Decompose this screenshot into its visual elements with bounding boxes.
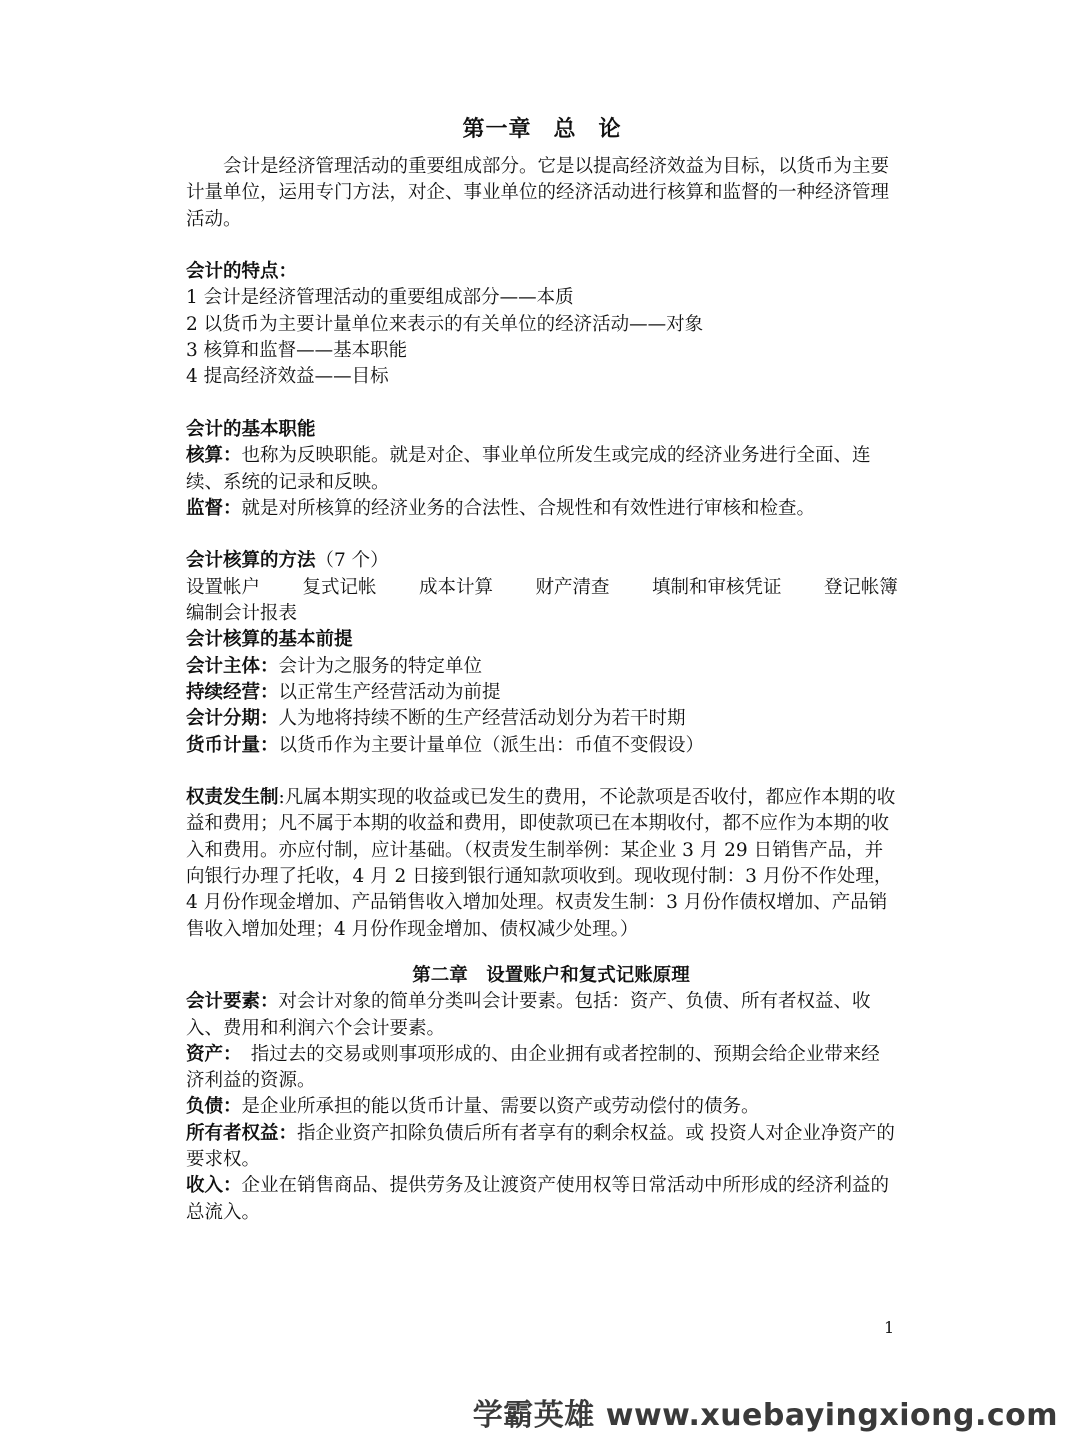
accounting-text: 也称为反映职能。就是对企、事业单位所发生或完成的经济业务进行全面、连续、系统的记录和反映。: [186, 445, 871, 493]
accrual-text: :凡属本期实现的收益或已发生的费用，不论款项是否收付，都应作本期的收益和费用；凡不属于本期的收益和费用，即使款项已在本期收付，都不应作为本期的收入和费用。亦应付制，应计基础。（权责发生制举例：某企业 3 月 29 日销售产品，并向银行办理了托收，4 月 2 日接到银行通知款项收到。现收现付制：3 月份不作处理，4 月份作现金增加、产品销售收入增加处理。权责发生制：3 月份作债权增加、产品销售收入增加处理；4 月份作现金增加、债权减少处理。）: [186, 787, 896, 940]
site-watermark: 学霸英雄 www.xuebayingxiong.com: [472, 1398, 1058, 1433]
chapter1-title-word1: 总: [553, 116, 577, 142]
chapter2-title: 第二章 设置账户和复式记账原理: [412, 964, 690, 986]
document-page: [186, 114, 898, 1226]
premise-text: 以货币作为主要计量单位（派生出：币值不变假设）: [278, 734, 705, 756]
page-number: 1: [884, 1318, 895, 1337]
methods-heading-line: [186, 548, 898, 574]
method-item: 登记帐簿: [823, 576, 898, 598]
element-text: 是企业所承担的能以货币计量、需要以资产或劳动偿付的债务。: [241, 1096, 760, 1118]
functions-heading: 会计的基本职能: [186, 418, 316, 440]
premise-label: 货币计量：: [186, 734, 279, 756]
feature-item: 2 以货币为主要计量单位来表示的有关单位的经济活动——对象: [186, 313, 704, 335]
element-text: 指过去的交易或则事项形成的、由企业拥有或者控制的、预期会给企业带来经济利益的资源。: [186, 1043, 880, 1092]
method-item: 成本计算: [418, 576, 493, 598]
method-item: 复式记帐: [302, 576, 377, 598]
element-label: 会计要素：: [186, 991, 279, 1013]
element-entry: [186, 989, 898, 1042]
accrual-label: 权责发生制: [186, 787, 279, 809]
method-item: 填制和审核凭证: [651, 576, 782, 598]
method-item: 财产清查: [535, 576, 610, 598]
method-item-last: 编制会计报表: [186, 603, 298, 625]
intro-paragraph: 会计是经济管理活动的重要组成部分。它是以提高经济效益为目标，以货币为主要计量单位，运用专门方法，对企、事业单位的经济活动进行核算和监督的一种经济管理活动。: [186, 156, 890, 230]
feature-item: 4 提高经济效益——目标: [186, 366, 389, 388]
premise-text: 以正常生产经营活动为前提: [278, 681, 501, 703]
element-entry: [186, 1042, 898, 1095]
premise-item: [186, 733, 898, 759]
premise-item: [186, 680, 898, 706]
premise-item: [186, 654, 898, 680]
element-text: 企业在销售商品、提供劳务及让渡资产使用权等日常活动中所形成的经济利益的总流入。: [186, 1175, 890, 1223]
supervision-text: 就是对所核算的经济业务的合法性、合规性和有效性进行审核和检查。: [241, 497, 816, 519]
feature-item: 3 核算和监督——基本职能: [186, 340, 408, 362]
method-item: 设置帐户: [186, 576, 261, 598]
element-label: 负债：: [186, 1096, 242, 1118]
accounting-label: 核算：: [186, 445, 242, 467]
methods-heading: 会计核算的方法: [186, 550, 316, 572]
chapter1-title-word2: 论: [598, 116, 622, 142]
methods-count: （7 个）: [315, 550, 389, 572]
supervision-label: 监督：: [186, 497, 242, 519]
accounting-definition: [186, 443, 898, 496]
element-label: 收入：: [186, 1175, 242, 1197]
element-entry: [186, 1094, 898, 1120]
accrual-paragraph: [186, 785, 898, 943]
feature-item: 1 会计是经济管理活动的重要组成部分——本质: [186, 287, 574, 309]
element-entry: [186, 1173, 898, 1226]
premise-item: [186, 706, 898, 732]
premise-text: 人为地将持续不断的生产经营活动划分为若干时期: [278, 708, 686, 730]
element-entry: [186, 1121, 898, 1174]
chapter1-title-number: 第一章: [462, 116, 532, 142]
element-label: 所有者权益：: [186, 1122, 298, 1144]
features-heading: 会计的特点：: [186, 261, 298, 283]
premise-text: 会计为之服务的特定单位: [278, 655, 483, 677]
supervision-definition: [186, 496, 898, 522]
element-text: 对会计对象的简单分类叫会计要素。包括：资产、负债、所有者权益、收入、费用和利润六个会计要素。: [186, 991, 871, 1039]
premise-label: 持续经营：: [186, 681, 279, 703]
premise-label: 会计主体：: [186, 655, 279, 677]
element-label: 资产：: [186, 1043, 233, 1065]
element-text: 指企业资产扣除负债后所有者享有的剩余权益。或 投资人对企业净资产的要求权。: [186, 1122, 895, 1170]
chapter1-title: [186, 114, 898, 144]
premise-label: 会计分期：: [186, 708, 279, 730]
methods-list: [186, 575, 898, 601]
premises-heading: 会计核算的基本前提: [186, 629, 353, 651]
